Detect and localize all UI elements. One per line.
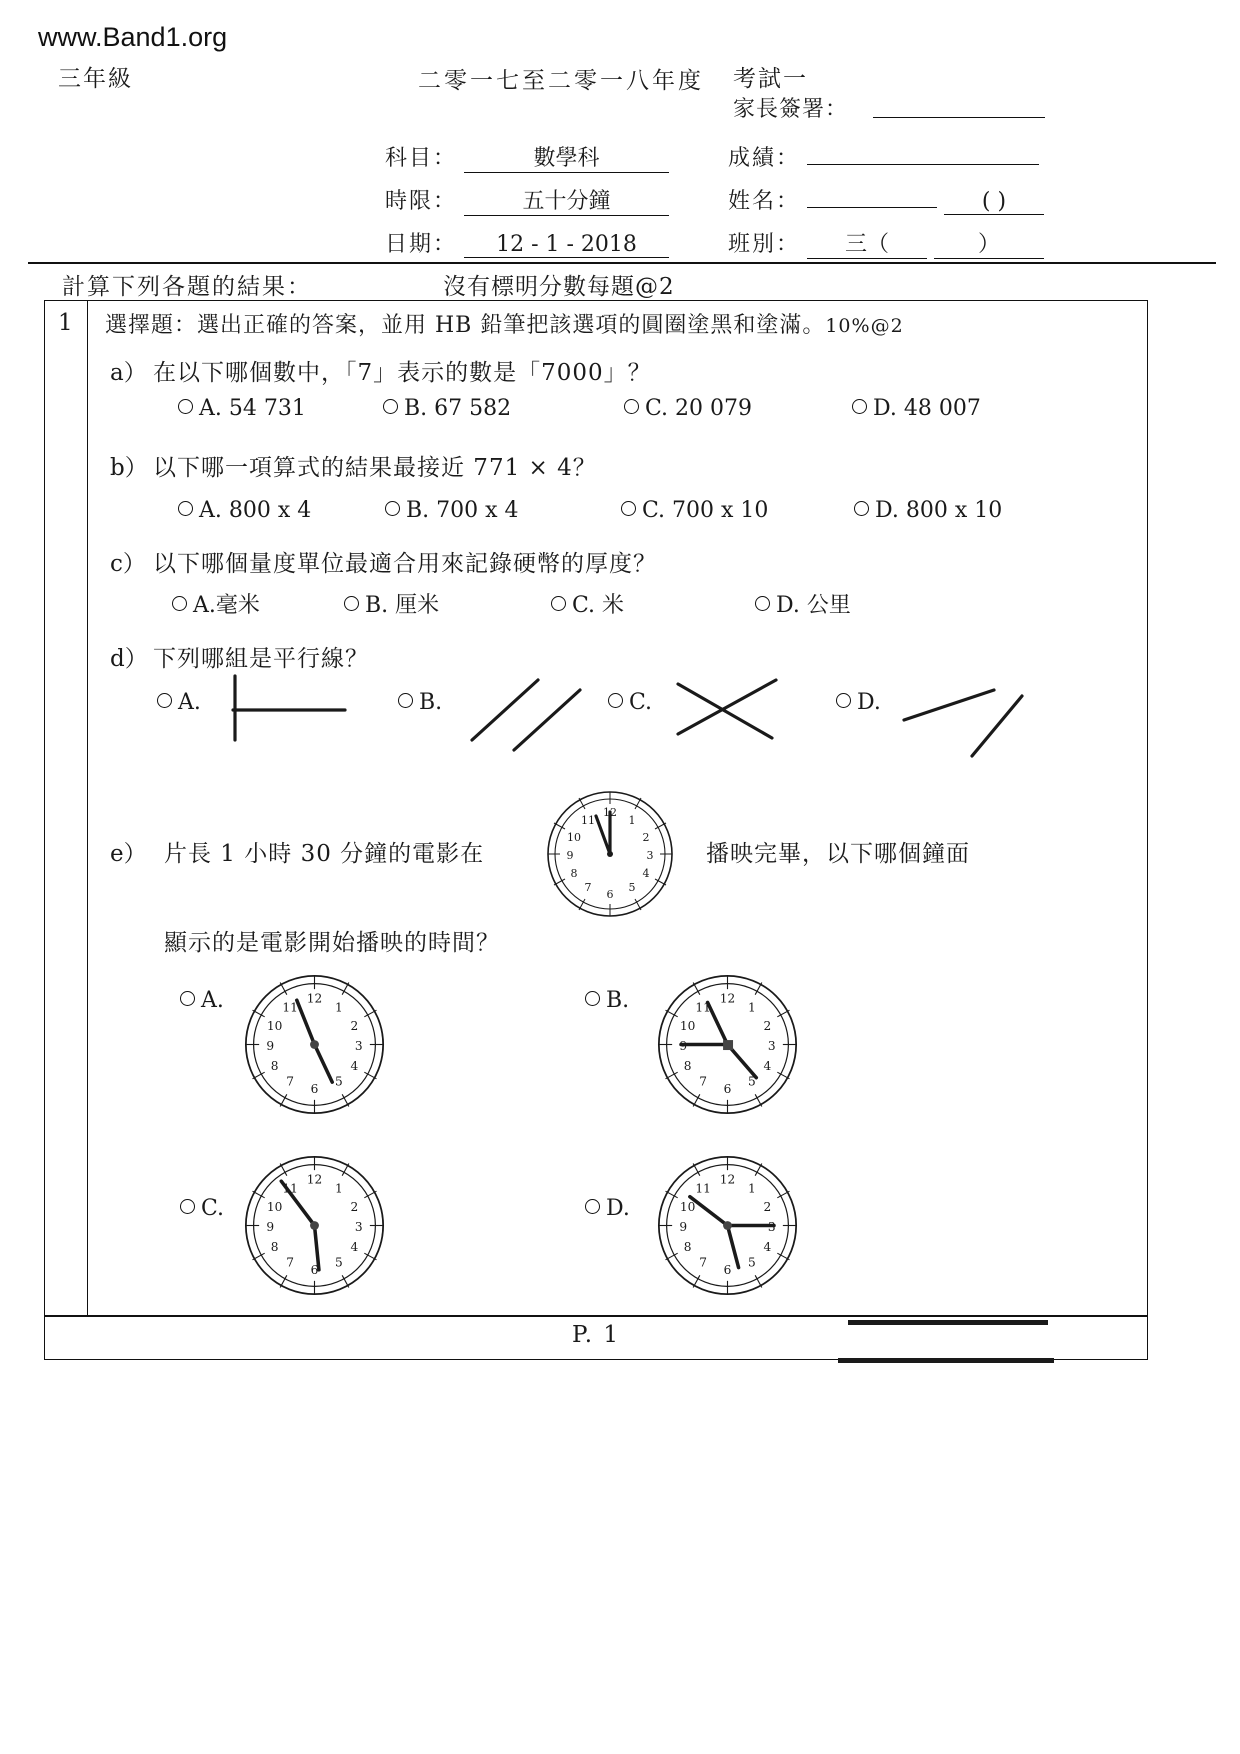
page-number: P. 1 [571,1322,621,1348]
svg-text:5: 5 [334,1074,343,1089]
svg-text:11: 11 [282,1000,298,1015]
option-d-b[interactable] [398,690,442,715]
svg-text:10: 10 [266,1019,283,1034]
option-a-b[interactable] [383,396,511,421]
option-c-c[interactable] [551,588,624,619]
option-c-b-key: B. [365,593,389,618]
svg-text:10: 10 [266,1200,283,1215]
option-a-c-text: 20 079 [675,396,753,421]
svg-text:12: 12 [719,1172,736,1187]
option-c-b-text: 厘米 [395,593,440,618]
option-c-a-text: 毫米 [215,593,260,618]
svg-text:6: 6 [310,1263,319,1278]
option-e-d-key: D. [606,1196,630,1221]
option-d-a[interactable] [157,690,201,715]
field-subject [385,141,669,173]
part-c-text: 以下哪個量度單位最適合用來記錄硬幣的厚度？ [153,551,657,577]
option-b-a-text: 800 x 4 [228,498,312,523]
part-e-letter: e） [110,841,147,867]
option-b-d[interactable] [854,498,1002,523]
svg-text:8: 8 [683,1239,692,1254]
field-subject-label: 科目： [385,146,458,171]
svg-text:12: 12 [603,806,617,819]
clock-option-c [237,1148,392,1303]
clock-option-b [650,967,805,1122]
field-name-label: 姓名： [728,189,801,214]
bubble-icon[interactable] [585,1199,600,1214]
field-duration-value[interactable]: 五十分鐘 [464,184,669,216]
svg-text:7: 7 [699,1255,708,1270]
option-e-d[interactable] [585,1196,630,1221]
bubble-icon[interactable] [836,693,851,708]
svg-text:3: 3 [354,1220,363,1235]
svg-text:11: 11 [695,1181,711,1196]
svg-text:5: 5 [334,1255,343,1270]
bubble-icon[interactable] [854,501,869,516]
svg-text:10: 10 [679,1200,696,1215]
option-b-b-key: B. [406,498,430,523]
bubble-icon[interactable] [585,991,600,1006]
question-number: 1 [58,310,73,336]
question-number-column [44,300,88,1316]
svg-text:7: 7 [584,881,592,894]
option-d-d-key: D. [857,690,881,715]
option-e-b[interactable] [585,988,629,1013]
option-d-c-key: C. [629,690,653,715]
school-year: 二零一七至二零一八年度 [418,68,704,94]
option-b-a[interactable] [178,498,311,523]
clock-option-a [237,967,392,1122]
svg-text:5: 5 [747,1074,756,1089]
option-e-a-key: A. [201,988,224,1013]
option-e-c-key: C. [201,1196,225,1221]
part-d-text: 下列哪組是平行線？ [153,646,369,672]
svg-text:8: 8 [270,1239,279,1254]
option-b-b-text: 700 x 4 [436,498,519,523]
svg-text:2: 2 [763,1200,772,1215]
part-e-text-3: 顯示的是電影開始播映的時間？ [164,930,500,956]
option-a-a-key: A. [199,396,222,421]
option-c-d[interactable] [755,588,851,619]
bubble-icon[interactable] [852,399,867,414]
bubble-icon[interactable] [608,693,623,708]
field-name [728,184,1044,215]
field-class-bracket[interactable]: ） [934,227,1044,259]
svg-text:10: 10 [679,1019,696,1034]
bubble-icon[interactable] [178,399,193,414]
bubble-icon[interactable] [180,991,195,1006]
question-stem-text: 選擇題：選出正確的答案，並用 HB 鉛筆把該選項的圓圈塗黑和塗滿。 [105,313,826,338]
svg-text:7: 7 [699,1074,708,1089]
option-c-d-key: D. [776,593,800,618]
option-a-a[interactable] [178,396,306,421]
svg-text:12: 12 [306,1172,323,1187]
option-a-d-key: D. [873,396,897,421]
svg-text:3: 3 [646,849,654,862]
svg-text:9: 9 [679,1039,688,1054]
svg-text:2: 2 [350,1019,359,1034]
svg-text:10: 10 [567,831,581,844]
part-e-text-1: 片長 1 小時 30 分鐘的電影在 [164,841,485,867]
option-b-c-key: C. [642,498,666,523]
svg-text:6: 6 [310,1082,319,1097]
svg-text:8: 8 [570,867,578,880]
site-url: www.Band1.org [38,22,228,52]
bubble-icon[interactable] [157,693,172,708]
bubble-icon[interactable] [172,596,187,611]
svg-text:4: 4 [763,1058,772,1073]
svg-text:7: 7 [286,1074,295,1089]
option-a-d-text: 48 007 [903,396,981,421]
question-stem [105,308,904,339]
option-a-b-text: 67 582 [434,396,512,421]
part-e-text-2: 播映完畢，以下哪個鐘面 [706,841,970,867]
figure-d-b [468,672,598,762]
bubble-icon[interactable] [621,501,636,516]
field-duration [385,184,669,216]
instruction-right: 沒有標明分數每題@2 [443,274,675,300]
option-b-b[interactable] [385,498,519,523]
field-subject-value[interactable]: 數學科 [464,141,669,173]
svg-text:3: 3 [767,1039,776,1054]
instruction-left: 計算下列各題的結果： [62,274,312,300]
option-d-a-key: A. [178,690,201,715]
svg-text:1: 1 [747,1000,756,1015]
bubble-icon[interactable] [344,596,359,611]
svg-text:9: 9 [679,1220,688,1235]
svg-text:1: 1 [747,1181,756,1196]
svg-text:4: 4 [350,1058,359,1073]
svg-text:4: 4 [642,867,650,880]
part-a-letter: a） [110,360,147,386]
option-b-c[interactable] [621,498,768,523]
svg-text:6: 6 [723,1082,732,1097]
figure-d-d [896,672,1036,767]
svg-text:6: 6 [606,888,614,901]
figure-d-c [672,672,802,752]
field-class-value[interactable]: 三（ [807,227,927,259]
field-score-label: 成績： [728,146,801,171]
option-c-c-key: C. [572,593,596,618]
bubble-icon[interactable] [178,501,193,516]
bubble-icon[interactable] [383,399,398,414]
option-d-b-key: B. [419,690,443,715]
option-e-c[interactable] [180,1196,224,1221]
part-b-letter: b） [110,455,148,481]
bubble-icon[interactable] [398,693,413,708]
figure-d-a [225,672,355,752]
field-name-bracket[interactable]: ( ) [944,189,1044,215]
part-b-text: 以下哪一項算式的結果最接近 771 × 4？ [153,455,597,481]
field-date-value[interactable]: 12 - 1 - 2018 [464,232,669,258]
question-marks: 10%@2 [825,315,904,337]
svg-text:9: 9 [266,1039,275,1054]
field-score-value[interactable] [807,164,1039,165]
field-date [385,227,669,258]
svg-text:5: 5 [747,1255,756,1270]
svg-text:1: 1 [628,814,636,827]
svg-text:8: 8 [270,1058,279,1073]
bubble-icon[interactable] [755,596,770,611]
field-date-label: 日期： [385,232,458,257]
bubble-icon[interactable] [180,1199,195,1214]
ink-mark-bottom [838,1358,1054,1363]
svg-text:2: 2 [642,831,650,844]
header-divider [28,262,1216,264]
bubble-icon[interactable] [624,399,639,414]
option-b-d-text: 800 x 10 [905,498,1003,523]
clock-option-d [650,1148,805,1303]
svg-text:12: 12 [719,991,736,1006]
svg-text:11: 11 [282,1181,298,1196]
exam-name: 考試一 [733,66,808,92]
svg-text:11: 11 [695,1000,711,1015]
field-name-value[interactable] [807,207,937,208]
svg-text:6: 6 [723,1263,732,1278]
svg-text:7: 7 [286,1255,295,1270]
svg-text:4: 4 [350,1239,359,1254]
parent-signature-line[interactable] [873,117,1045,118]
option-c-b[interactable] [344,588,439,619]
option-c-a[interactable] [172,588,260,619]
field-class-label: 班別： [728,232,801,257]
clock-stem [540,784,680,924]
svg-text:2: 2 [350,1200,359,1215]
svg-text:1: 1 [334,1000,343,1015]
option-c-d-text: 公里 [806,593,851,618]
svg-text:5: 5 [628,881,636,894]
svg-text:9: 9 [566,849,574,862]
parent-signature-label: 家長簽署： [733,97,849,122]
field-duration-label: 時限： [385,189,458,214]
part-a-text: 在以下哪個數中，「7」表示的數是「7000」？ [153,360,652,386]
field-score [728,141,1039,172]
option-b-d-key: D. [875,498,899,523]
option-d-c[interactable] [608,690,652,715]
option-b-c-text: 700 x 10 [672,498,769,523]
field-class [728,227,1044,259]
svg-text:1: 1 [334,1181,343,1196]
svg-text:8: 8 [683,1058,692,1073]
option-a-b-key: B. [404,396,428,421]
option-d-d[interactable] [836,690,881,715]
part-c-letter: c） [110,551,146,577]
part-d-letter: d） [110,646,148,672]
svg-text:2: 2 [763,1019,772,1034]
svg-text:3: 3 [354,1039,363,1054]
svg-text:11: 11 [581,814,595,827]
option-e-b-key: B. [606,988,630,1013]
option-b-a-key: A. [199,498,222,523]
grade-label: 三年級 [58,66,133,92]
svg-text:4: 4 [763,1239,772,1254]
bubble-icon[interactable] [551,596,566,611]
option-a-d[interactable] [852,396,981,421]
option-c-a-key: A. [193,593,216,618]
option-a-a-text: 54 731 [228,396,306,421]
bubble-icon[interactable] [385,501,400,516]
option-c-c-text: 米 [602,593,625,618]
ink-mark-top [848,1320,1048,1325]
option-a-c[interactable] [624,396,752,421]
option-e-a[interactable] [180,988,224,1013]
option-a-c-key: C. [645,396,669,421]
svg-text:9: 9 [266,1220,275,1235]
svg-text:3: 3 [767,1220,776,1235]
svg-text:12: 12 [306,991,323,1006]
